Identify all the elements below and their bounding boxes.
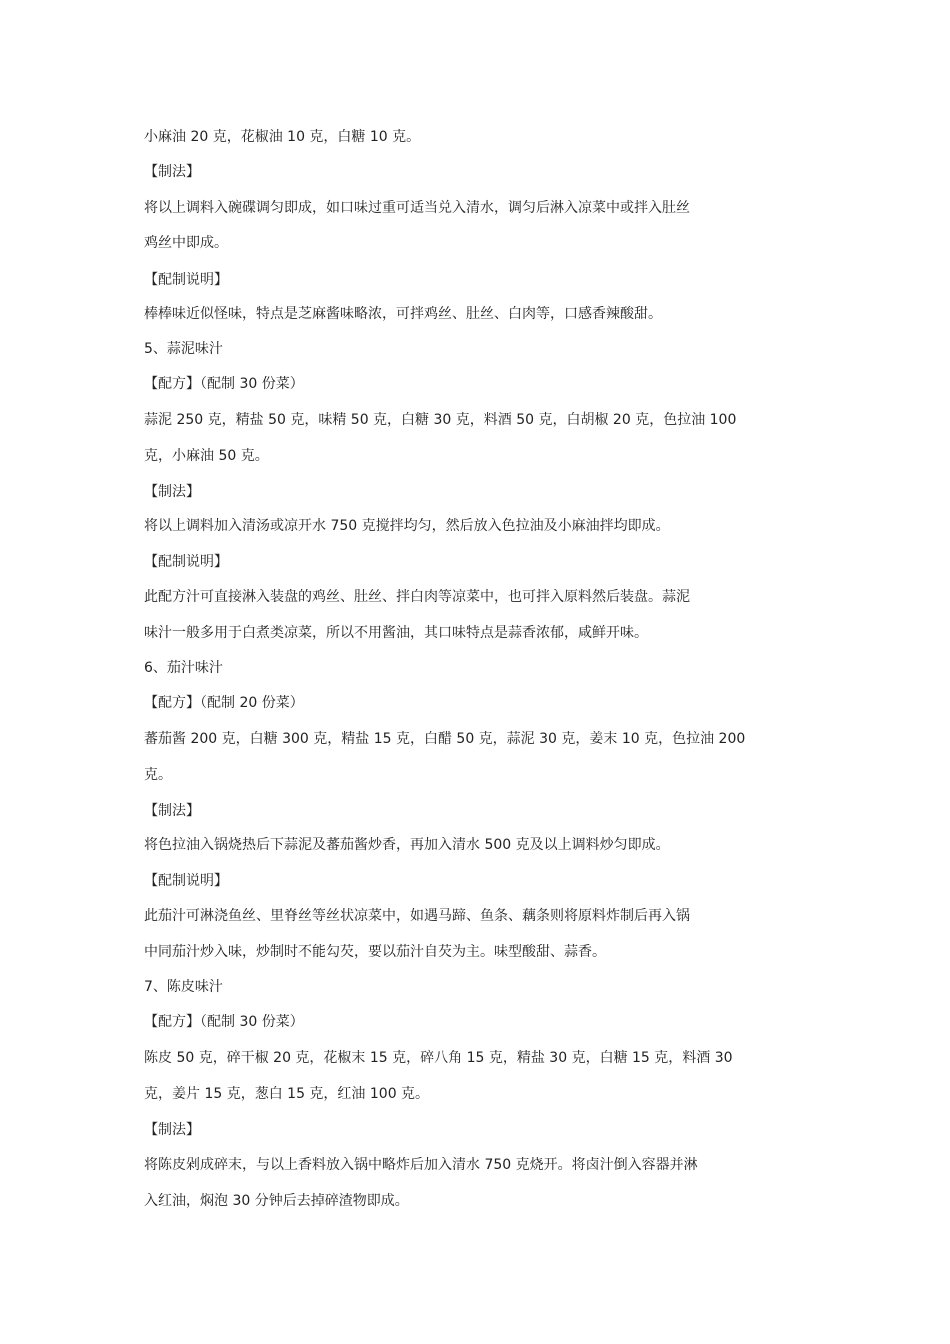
text-line: 将以上调料加入清汤或凉开水 750 克搅拌均匀，然后放入色拉油及小麻油拌均即成。 [144,518,670,534]
section-heading: 【配方】（配制 30 份菜） [144,1014,304,1030]
section-heading: 【配方】（配制 30 份菜） [144,376,304,392]
section-heading: 【配制说明】 [144,554,228,570]
text-line: 中同茄汁炒入味，炒制时不能勾芡，要以茄汁自芡为主。味型酸甜、蒜香。 [144,944,606,960]
text-line: 克，小麻油 50 克。 [144,448,269,464]
recipe-title: 7、陈皮味汁 [144,979,223,995]
text-line: 棒棒味近似怪味，特点是芝麻酱味略浓，可拌鸡丝、肚丝、白肉等，口感香辣酸甜。 [144,306,662,322]
recipe-title: 5、蒜泥味汁 [144,341,223,357]
text-line: 小麻油 20 克，花椒油 10 克，白糖 10 克。 [144,129,421,145]
text-line: 将陈皮剁成碎末，与以上香料放入锅中略炸后加入清水 750 克烧开。将卤汁倒入容器并淋 [144,1157,698,1173]
text-line: 陈皮 50 克，碎干椒 20 克，花椒末 15 克，碎八角 15 克，精盐 30 克，白糖 15 克，料酒 30 [144,1050,733,1066]
section-heading: 【配制说明】 [144,272,228,288]
text-line: 味汁一般多用于白煮类凉菜，所以不用酱油，其口味特点是蒜香浓郁，咸鲜开味。 [144,625,648,641]
text-line: 入红油，焖泡 30 分钟后去掉碎渣物即成。 [144,1193,409,1209]
text-line: 将色拉油入锅烧热后下蒜泥及蕃茄酱炒香，再加入清水 500 克及以上调料炒匀即成。 [144,837,670,853]
section-heading: 【配制说明】 [144,873,228,889]
section-heading: 【制法】 [144,484,200,500]
section-heading: 【制法】 [144,164,200,180]
section-heading: 【制法】 [144,803,200,819]
text-line: 此配方汁可直接淋入装盘的鸡丝、肚丝、拌白肉等凉菜中，也可拌入原料然后装盘。蒜泥 [144,589,690,605]
text-line: 蒜泥 250 克，精盐 50 克，味精 50 克，白糖 30 克，料酒 50 克，白胡椒 20 克，色拉油 100 [144,412,737,428]
text-line: 将以上调料入碗碟调匀即成，如口味过重可适当兑入清水，调匀后淋入凉菜中或拌入肚丝 [144,200,690,216]
text-line: 鸡丝中即成。 [144,235,228,251]
recipe-title: 6、茄汁味汁 [144,660,223,676]
text-line: 克。 [144,767,172,783]
section-heading: 【配方】（配制 20 份菜） [144,695,304,711]
text-line: 此茄汁可淋浇鱼丝、里脊丝等丝状凉菜中，如遇马蹄、鱼条、藕条则将原料炸制后再入锅 [144,908,690,924]
text-line: 克，姜片 15 克，葱白 15 克，红油 100 克。 [144,1086,430,1102]
text-line: 蕃茄酱 200 克，白糖 300 克，精盐 15 克，白醋 50 克，蒜泥 30 克，姜末 10 克，色拉油 200 [144,731,746,747]
section-heading: 【制法】 [144,1122,200,1138]
